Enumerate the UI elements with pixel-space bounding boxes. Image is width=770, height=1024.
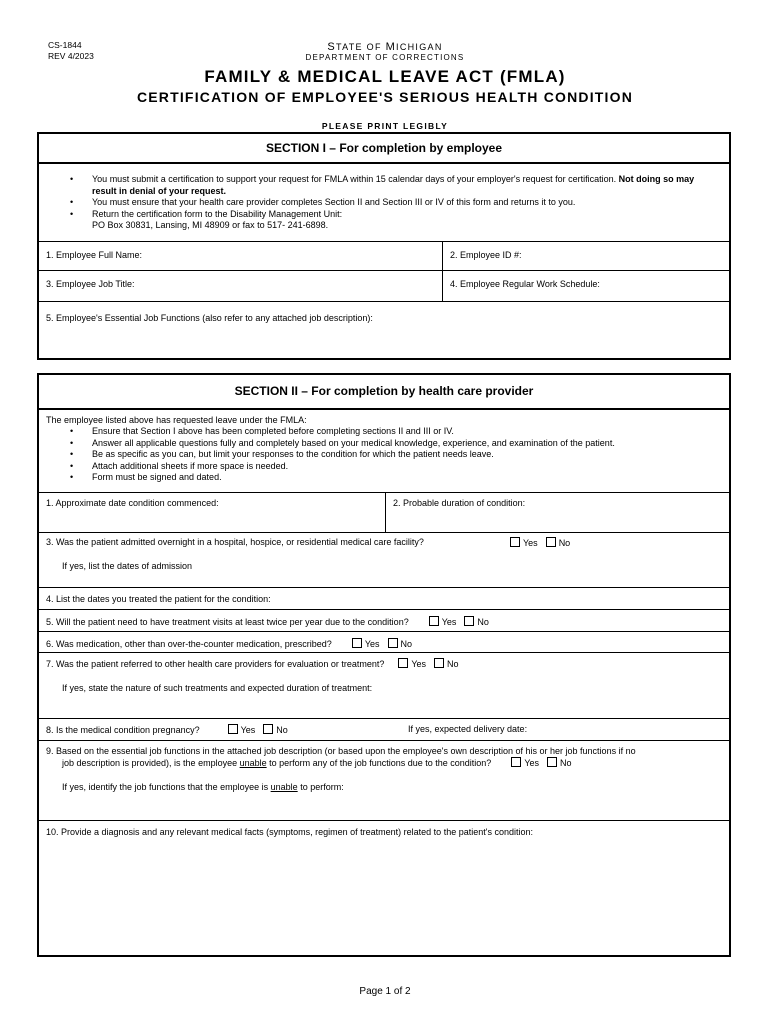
divider bbox=[39, 718, 729, 719]
q7-yes-checkbox[interactable] bbox=[398, 658, 408, 668]
q7-options: Yes No bbox=[384, 659, 458, 669]
list-item: • You must ensure that your health care provider completes Section II and Section III or IV of this form and returns it to you. bbox=[70, 197, 576, 207]
q8-yes-checkbox[interactable] bbox=[228, 724, 238, 734]
print-note: PLEASE PRINT LEGIBLY bbox=[321, 121, 449, 131]
divider bbox=[39, 270, 729, 271]
list-item: • You must submit a certification to support your request for FMLA within 15 calendar days of your employer's request for certification. Not doing so may result in denial of your request. bbox=[70, 174, 695, 196]
condition-start-field[interactable]: 1. Approximate date condition commenced: bbox=[46, 498, 219, 508]
section-2-intro: The employee listed above has requested leave under the FMLA: bbox=[46, 415, 307, 425]
form-subtitle: CERTIFICATION OF EMPLOYEE'S SERIOUS HEALTH CONDITION bbox=[136, 89, 634, 105]
form-title: FAMILY & MEDICAL LEAVE ACT (FMLA) bbox=[204, 67, 566, 86]
work-schedule-field[interactable]: 4. Employee Regular Work Schedule: bbox=[450, 279, 600, 289]
divider bbox=[39, 609, 729, 610]
q6-options: Yes No bbox=[332, 639, 412, 649]
divider bbox=[39, 532, 729, 533]
divider bbox=[442, 241, 443, 301]
list-item: • Ensure that Section I above has been completed before completing sections II and III or IV. bbox=[70, 426, 454, 436]
q3-options: Yes No bbox=[502, 537, 570, 549]
list-item: • Form must be signed and dated. bbox=[70, 472, 222, 482]
page-number: Page 1 of 2 bbox=[359, 986, 411, 997]
form-revision: REV 4/2023 bbox=[48, 51, 94, 61]
delivery-date-field[interactable]: If yes, expected delivery date: bbox=[408, 724, 528, 734]
question-7: 7. Was the patient referred to other health care providers for evaluation or treatment? Yes No bbox=[46, 659, 459, 669]
form-code: CS-1844 bbox=[48, 40, 82, 50]
q8-options: Yes No bbox=[200, 725, 288, 735]
q7-no-checkbox[interactable] bbox=[434, 658, 444, 668]
question-9: 9. Based on the essential job functions in the attached job description (or based upon the employee's own description of his or her job functions if no job description is provided), is the employee unable to perform any of the job functions due to the condition? Yes No bbox=[46, 746, 636, 768]
q3-yes-checkbox[interactable] bbox=[510, 537, 520, 547]
section-2-heading: SECTION II – For completion by health care provider bbox=[39, 375, 729, 410]
list-item: • Answer all applicable questions fully and completely based on your medical knowledge, experience, and examination of the patient. bbox=[70, 437, 615, 448]
section-2 bbox=[37, 373, 731, 957]
q8-no-checkbox[interactable] bbox=[263, 724, 273, 734]
state-name: STATE OF MICHIGAN bbox=[327, 41, 443, 53]
q9-yes-checkbox[interactable] bbox=[511, 757, 521, 767]
divider bbox=[39, 820, 729, 821]
job-title-field[interactable]: 3. Employee Job Title: bbox=[46, 279, 135, 289]
q9-no-checkbox[interactable] bbox=[547, 757, 557, 767]
divider bbox=[39, 301, 729, 302]
list-item: • Return the certification form to the Disability Management Unit: PO Box 30831, Lansing, MI 48909 or fax to 517- 241-6898. bbox=[70, 208, 343, 230]
question-5: 5. Will the patient need to have treatment visits at least twice per year due to the condition? Yes No bbox=[46, 617, 489, 627]
section-1 bbox=[37, 132, 731, 360]
divider bbox=[385, 492, 386, 532]
department-name: DEPARTMENT OF CORRECTIONS bbox=[305, 53, 465, 62]
job-functions-field[interactable]: 5. Employee's Essential Job Functions (also refer to any attached job description): bbox=[46, 313, 373, 323]
section-1-instructions bbox=[70, 174, 712, 232]
q5-options: Yes No bbox=[409, 617, 489, 627]
q9-options: Yes No bbox=[491, 758, 571, 768]
admission-dates-field[interactable]: If yes, list the dates of admission bbox=[62, 561, 193, 571]
treatment-dates-field[interactable]: 4. List the dates you treated the patient for the condition: bbox=[46, 594, 271, 604]
divider bbox=[39, 631, 729, 632]
q5-yes-checkbox[interactable] bbox=[429, 616, 439, 626]
divider bbox=[39, 241, 729, 242]
divider bbox=[39, 587, 729, 588]
list-item: • Attach additional sheets if more space is needed. bbox=[70, 460, 289, 471]
divider bbox=[39, 740, 729, 741]
divider bbox=[39, 652, 729, 653]
referral-details-field[interactable]: If yes, state the nature of such treatments and expected duration of treatment: bbox=[62, 683, 373, 693]
divider bbox=[39, 492, 729, 493]
question-8: 8. Is the medical condition pregnancy? Yes No bbox=[46, 725, 288, 735]
q6-no-checkbox[interactable] bbox=[388, 638, 398, 648]
condition-duration-field[interactable]: 2. Probable duration of condition: bbox=[393, 498, 526, 508]
question-6: 6. Was medication, other than over-the-counter medication, prescribed? Yes No bbox=[46, 639, 413, 649]
q3-no-checkbox[interactable] bbox=[546, 537, 556, 547]
question-3: 3. Was the patient admitted overnight in a hospital, hospice, or residential medical care facility? Yes No bbox=[46, 537, 571, 548]
section-1-heading: SECTION I – For completion by employee bbox=[39, 134, 729, 164]
diagnosis-field[interactable]: 10. Provide a diagnosis and any relevant medical facts (symptoms, regimen of treatment) related to the patient's condition: bbox=[46, 827, 533, 837]
employee-name-field[interactable]: 1. Employee Full Name: bbox=[46, 250, 143, 260]
list-item: • Be as specific as you can, but limit your responses to the condition for which the patient needs leave. bbox=[70, 449, 494, 459]
q6-yes-checkbox[interactable] bbox=[352, 638, 362, 648]
q5-no-checkbox[interactable] bbox=[464, 616, 474, 626]
employee-id-field[interactable]: 2. Employee ID #: bbox=[450, 250, 522, 260]
section-2-instructions bbox=[70, 426, 712, 484]
job-functions-unable-field[interactable]: If yes, identify the job functions that the employee is unable to perform: bbox=[62, 782, 344, 792]
